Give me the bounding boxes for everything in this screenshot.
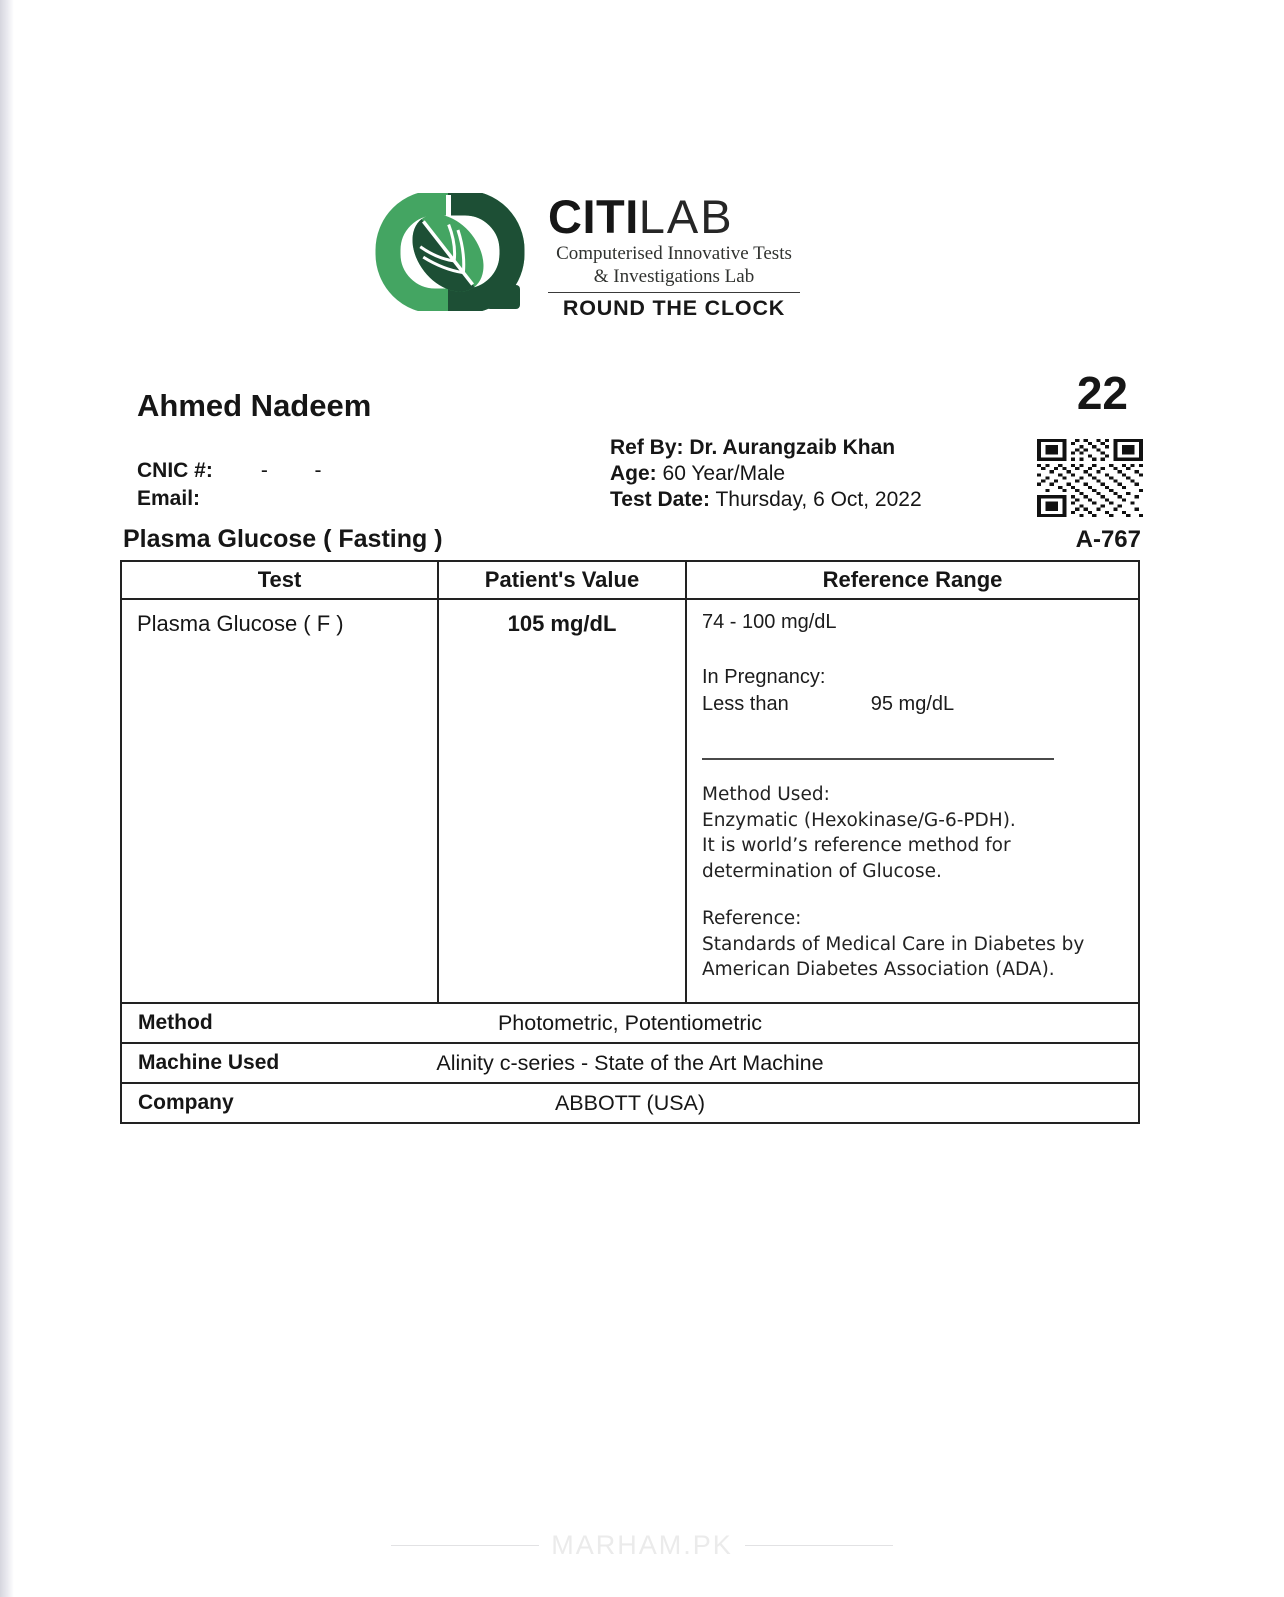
cnic-label: CNIC #: — [137, 459, 213, 482]
patient-value-cell: 105 mg/dL — [439, 600, 687, 1002]
brand-motto: ROUND THE CLOCK — [548, 292, 800, 321]
ref-by-line: Ref By: Dr. Aurangzaib Khan — [610, 436, 896, 459]
brand-tagline-line2: & Investigations Lab — [593, 266, 755, 288]
patient-name: Ahmed Nadeem — [137, 388, 372, 423]
citilab-logo — [374, 190, 800, 321]
pregnancy-label: In Pregnancy: — [702, 666, 826, 688]
scan-edge-strip — [0, 0, 14, 1597]
reference-range-cell — [687, 600, 1138, 1002]
company-value: ABBOTT (USA) — [554, 1090, 706, 1115]
method-label: Method — [138, 1011, 213, 1034]
column-header-reference-range: Reference Range — [822, 567, 1003, 592]
method-value: Photometric, Potentiometric — [497, 1010, 763, 1035]
column-header-test: Test — [122, 562, 439, 598]
cnic-value: - - — [260, 459, 322, 482]
method-used-block: Method Used: Enzymatic (Hexokinase/G-6-PDH). It is world’s reference method for determination of Glucose. Reference: Standards of Medical Care in Diabetes by American Diabetes Association (ADA). — [702, 784, 1085, 980]
leaf-logo-icon — [374, 193, 526, 311]
page-number: 22 — [1076, 367, 1128, 419]
test-name-cell: Plasma Glucose ( F ) — [122, 600, 439, 1002]
company-row — [122, 1084, 1138, 1122]
marham-watermark — [0, 1530, 1284, 1561]
brand-tagline-line1: Computerised Innovative Tests — [556, 242, 792, 264]
sample-id: A-767 — [1075, 526, 1141, 553]
results-table — [120, 560, 1140, 1124]
email-row — [137, 487, 200, 511]
qr-code — [1037, 439, 1143, 517]
company-label: Company — [138, 1091, 234, 1114]
reference-range-value: 74 - 100 mg/dL — [702, 611, 837, 633]
cnic-row — [137, 459, 322, 483]
column-header-patients-value: Patient's Value — [439, 562, 687, 598]
machine-used-label: Machine Used — [138, 1051, 280, 1074]
test-date-line: Test Date: Thursday, 6 Oct, 2022 — [610, 488, 922, 511]
pregnancy-range: Less than 95 mg/dL — [702, 693, 955, 715]
report-title: Plasma Glucose ( Fasting ) — [123, 525, 443, 553]
result-row — [122, 600, 1138, 1004]
report-title-row — [123, 525, 1141, 554]
machine-used-row — [122, 1044, 1138, 1084]
machine-used-value: Alinity c-series - State of the Art Machine — [436, 1050, 824, 1075]
watermark-text: MARHAM.PK — [551, 1530, 733, 1560]
email-label: Email: — [137, 487, 201, 510]
brand-name: CITILAB — [548, 190, 734, 243]
method-row — [122, 1004, 1138, 1044]
referral-info-block — [610, 435, 922, 513]
table-header-row — [122, 562, 1138, 600]
age-line: Age: 60 Year/Male — [610, 462, 786, 485]
